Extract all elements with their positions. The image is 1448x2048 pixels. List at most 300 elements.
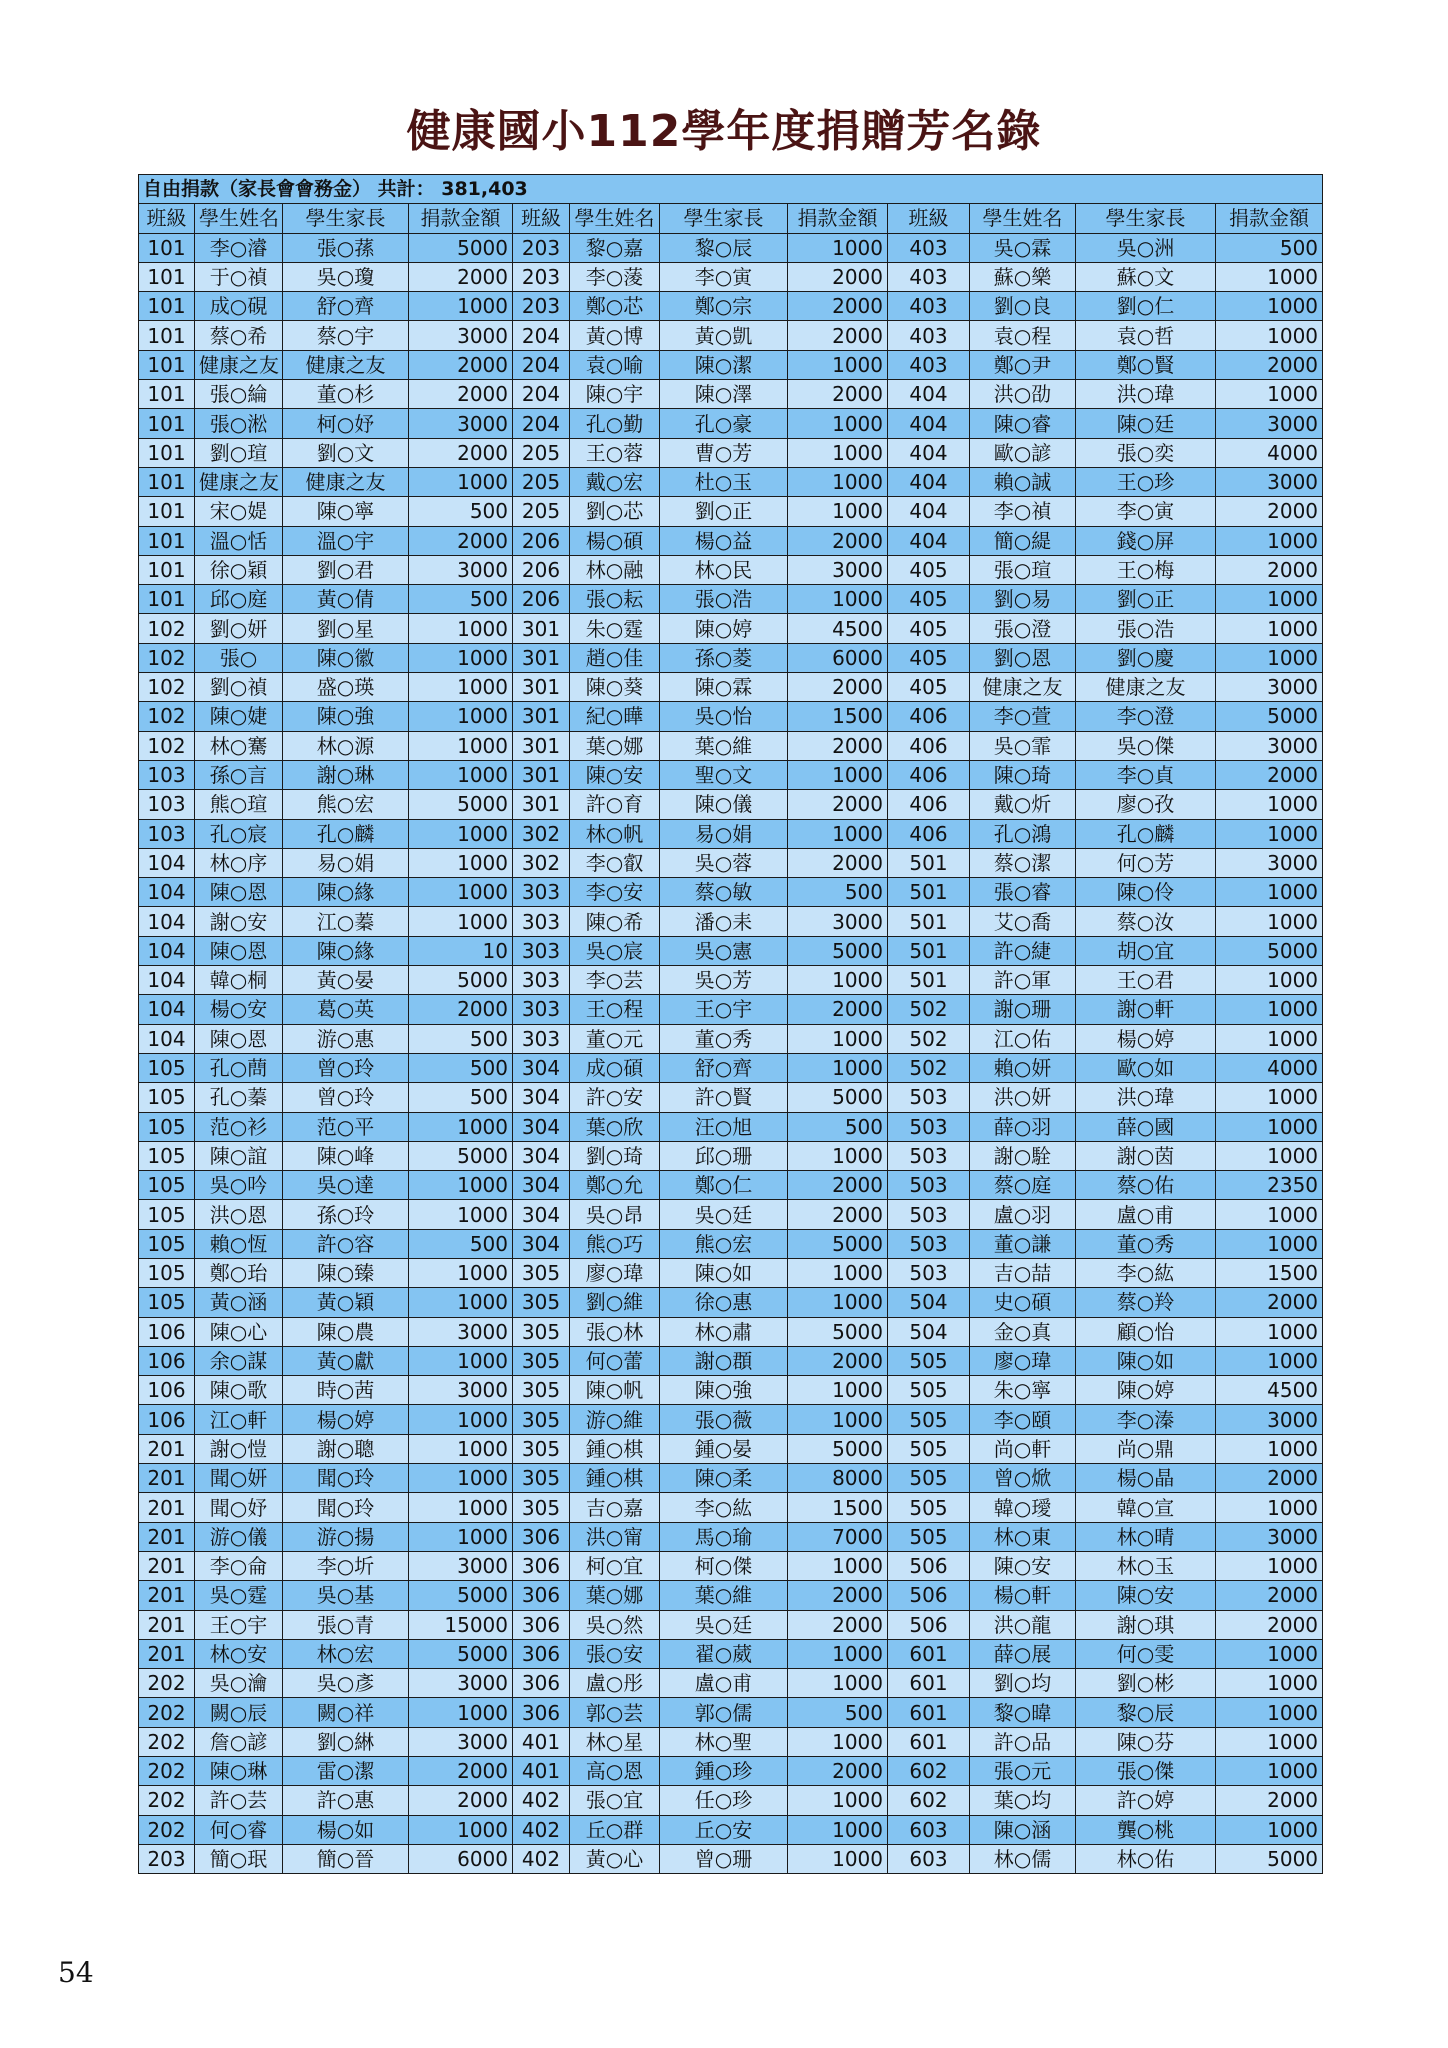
cell-student-name: 闕○辰 <box>195 1698 283 1727</box>
cell-parent-name: 林○源 <box>283 731 409 760</box>
cell-parent-name: 楊○婷 <box>1076 1024 1216 1053</box>
table-row <box>139 1844 1323 1873</box>
cell-parent-name: 張○青 <box>283 1610 409 1639</box>
cell-class: 306 <box>513 1698 570 1727</box>
cell-class: 101 <box>139 526 195 555</box>
cell-class: 103 <box>139 760 195 789</box>
cell-class: 101 <box>139 321 195 350</box>
cell-class: 406 <box>888 790 970 819</box>
cell-class: 304 <box>513 1200 570 1229</box>
cell-student-name: 徐○穎 <box>195 555 283 584</box>
table-row <box>139 1288 1323 1317</box>
cell-parent-name: 翟○葳 <box>660 1639 788 1668</box>
cell-amount: 3000 <box>1216 848 1323 877</box>
cell-parent-name: 許○惠 <box>283 1786 409 1815</box>
cell-class: 104 <box>139 936 195 965</box>
cell-student-name: 張○瑄 <box>970 555 1076 584</box>
cell-amount: 2000 <box>409 262 513 291</box>
cell-parent-name: 楊○益 <box>660 526 788 555</box>
cell-amount: 1000 <box>788 1053 888 1082</box>
table-row <box>139 1551 1323 1580</box>
cell-class: 402 <box>513 1844 570 1873</box>
cell-parent-name: 龔○桃 <box>1076 1815 1216 1844</box>
cell-student-name: 吉○嘉 <box>570 1493 660 1522</box>
column-header-amount: 捐款金額 <box>788 204 888 233</box>
cell-class: 405 <box>888 585 970 614</box>
cell-student-name: 王○宇 <box>195 1610 283 1639</box>
cell-student-name: 黃○心 <box>570 1844 660 1873</box>
cell-parent-name: 王○珍 <box>1076 467 1216 496</box>
cell-amount: 500 <box>409 585 513 614</box>
column-header-parent-name: 學生家長 <box>660 204 788 233</box>
cell-amount: 1000 <box>1216 1551 1323 1580</box>
table-row <box>139 995 1323 1024</box>
cell-parent-name: 陳○強 <box>660 1376 788 1405</box>
cell-parent-name: 闕○祥 <box>283 1698 409 1727</box>
cell-student-name: 劉○均 <box>970 1669 1076 1698</box>
cell-parent-name: 劉○仁 <box>1076 292 1216 321</box>
cell-parent-name: 雷○潔 <box>283 1757 409 1786</box>
cell-student-name: 柯○宜 <box>570 1551 660 1580</box>
cell-class: 406 <box>888 731 970 760</box>
cell-amount: 3000 <box>409 1317 513 1346</box>
cell-student-name: 陳○恩 <box>195 878 283 907</box>
cell-amount: 1000 <box>788 1376 888 1405</box>
cell-class: 501 <box>888 848 970 877</box>
cell-class: 301 <box>513 702 570 731</box>
table-row <box>139 380 1323 409</box>
cell-amount: 1000 <box>409 292 513 321</box>
cell-amount: 500 <box>409 1024 513 1053</box>
cell-student-name: 李○頤 <box>970 1405 1076 1434</box>
cell-class: 301 <box>513 760 570 789</box>
cell-amount: 5000 <box>788 1317 888 1346</box>
cell-amount: 2000 <box>788 262 888 291</box>
cell-amount: 1000 <box>409 1815 513 1844</box>
cell-class: 503 <box>888 1229 970 1258</box>
cell-amount: 4000 <box>1216 438 1323 467</box>
cell-class: 101 <box>139 233 195 262</box>
cell-amount: 4500 <box>788 614 888 643</box>
cell-amount: 2000 <box>1216 760 1323 789</box>
cell-student-name: 尚○軒 <box>970 1434 1076 1463</box>
cell-parent-name: 張○傑 <box>1076 1757 1216 1786</box>
cell-amount: 1000 <box>1216 1083 1323 1112</box>
cell-amount: 1000 <box>409 1258 513 1287</box>
cell-class: 203 <box>513 292 570 321</box>
cell-parent-name: 盛○瑛 <box>283 673 409 702</box>
cell-parent-name: 李○紘 <box>660 1493 788 1522</box>
cell-parent-name: 陳○寧 <box>283 497 409 526</box>
cell-amount: 2000 <box>409 380 513 409</box>
cell-parent-name: 熊○宏 <box>283 790 409 819</box>
cell-amount: 1000 <box>1216 262 1323 291</box>
cell-parent-name: 王○宇 <box>660 995 788 1024</box>
cell-parent-name: 袁○哲 <box>1076 321 1216 350</box>
cell-student-name: 余○謀 <box>195 1346 283 1375</box>
cell-parent-name: 孔○麟 <box>283 819 409 848</box>
column-header-student-name: 學生姓名 <box>970 204 1076 233</box>
cell-parent-name: 張○浩 <box>660 585 788 614</box>
cell-class: 102 <box>139 731 195 760</box>
cell-student-name: 吳○瀹 <box>195 1669 283 1698</box>
cell-class: 202 <box>139 1815 195 1844</box>
cell-amount: 2000 <box>788 1200 888 1229</box>
cell-class: 404 <box>888 526 970 555</box>
cell-parent-name: 易○娟 <box>283 848 409 877</box>
cell-amount: 1000 <box>788 1815 888 1844</box>
cell-student-name: 張○耘 <box>570 585 660 614</box>
cell-amount: 2000 <box>409 350 513 379</box>
cell-student-name: 蘇○樂 <box>970 262 1076 291</box>
cell-parent-name: 健康之友 <box>1076 673 1216 702</box>
table-row <box>139 614 1323 643</box>
cell-amount: 1000 <box>788 438 888 467</box>
cell-student-name: 聞○妍 <box>195 1464 283 1493</box>
cell-student-name: 袁○程 <box>970 321 1076 350</box>
cell-student-name: 李○叡 <box>570 848 660 877</box>
cell-amount: 1000 <box>788 966 888 995</box>
cell-amount: 5000 <box>409 1639 513 1668</box>
cell-amount: 2000 <box>1216 1464 1323 1493</box>
cell-class: 304 <box>513 1141 570 1170</box>
cell-parent-name: 董○秀 <box>1076 1229 1216 1258</box>
cell-parent-name: 謝○茵 <box>1076 1141 1216 1170</box>
cell-parent-name: 健康之友 <box>283 467 409 496</box>
cell-student-name: 葉○均 <box>970 1786 1076 1815</box>
cell-student-name: 孔○宸 <box>195 819 283 848</box>
table-row <box>139 819 1323 848</box>
cell-parent-name: 簡○晉 <box>283 1844 409 1873</box>
cell-parent-name: 杜○玉 <box>660 467 788 496</box>
cell-amount: 1000 <box>409 1493 513 1522</box>
cell-amount: 1000 <box>788 467 888 496</box>
cell-parent-name: 董○秀 <box>660 1024 788 1053</box>
cell-amount: 2000 <box>788 526 888 555</box>
cell-amount: 8000 <box>788 1464 888 1493</box>
cell-class: 303 <box>513 1024 570 1053</box>
cell-student-name: 黃○涵 <box>195 1288 283 1317</box>
cell-student-name: 薛○展 <box>970 1639 1076 1668</box>
cell-class: 502 <box>888 1024 970 1053</box>
cell-class: 105 <box>139 1083 195 1112</box>
cell-student-name: 朱○霆 <box>570 614 660 643</box>
cell-student-name: 劉○禎 <box>195 673 283 702</box>
cell-class: 206 <box>513 526 570 555</box>
cell-class: 104 <box>139 995 195 1024</box>
cell-parent-name: 林○玉 <box>1076 1551 1216 1580</box>
cell-student-name: 陳○心 <box>195 1317 283 1346</box>
table-row <box>139 1258 1323 1287</box>
cell-amount: 2000 <box>788 995 888 1024</box>
cell-class: 501 <box>888 966 970 995</box>
cell-amount: 2000 <box>788 731 888 760</box>
page-title: 健康國小112學年度捐贈芳名錄 <box>406 106 1042 157</box>
table-row <box>139 702 1323 731</box>
cell-class: 101 <box>139 467 195 496</box>
cell-class: 201 <box>139 1581 195 1610</box>
cell-parent-name: 陳○潔 <box>660 350 788 379</box>
cell-parent-name: 劉○文 <box>283 438 409 467</box>
cell-parent-name: 蔡○佑 <box>1076 1171 1216 1200</box>
cell-amount: 5000 <box>409 790 513 819</box>
cell-parent-name: 陳○婷 <box>660 614 788 643</box>
cell-amount: 2000 <box>409 995 513 1024</box>
cell-parent-name: 陳○霖 <box>660 673 788 702</box>
cell-amount: 500 <box>409 1053 513 1082</box>
cell-parent-name: 李○圻 <box>283 1551 409 1580</box>
cell-amount: 5000 <box>1216 702 1323 731</box>
cell-student-name: 張○淞 <box>195 409 283 438</box>
cell-parent-name: 范○平 <box>283 1112 409 1141</box>
cell-parent-name: 楊○婷 <box>283 1405 409 1434</box>
cell-student-name: 劉○良 <box>970 292 1076 321</box>
cell-class: 305 <box>513 1288 570 1317</box>
cell-class: 405 <box>888 555 970 584</box>
cell-class: 305 <box>513 1405 570 1434</box>
cell-amount: 5000 <box>788 1434 888 1463</box>
cell-student-name: 鄭○芯 <box>570 292 660 321</box>
cell-parent-name: 鍾○珍 <box>660 1757 788 1786</box>
cell-amount: 3000 <box>409 1551 513 1580</box>
cell-parent-name: 吳○蓉 <box>660 848 788 877</box>
cell-student-name: 李○萱 <box>970 702 1076 731</box>
cell-student-name: 江○軒 <box>195 1405 283 1434</box>
cell-student-name: 何○蕾 <box>570 1346 660 1375</box>
cell-parent-name: 聞○玲 <box>283 1493 409 1522</box>
cell-amount: 1000 <box>1216 819 1323 848</box>
cell-class: 203 <box>139 1844 195 1873</box>
cell-class: 101 <box>139 262 195 291</box>
cell-student-name: 許○軍 <box>970 966 1076 995</box>
cell-parent-name: 黎○辰 <box>1076 1698 1216 1727</box>
cell-class: 501 <box>888 936 970 965</box>
cell-student-name: 游○儀 <box>195 1522 283 1551</box>
cell-amount: 1000 <box>1216 1434 1323 1463</box>
cell-class: 101 <box>139 409 195 438</box>
cell-student-name: 詹○諺 <box>195 1727 283 1756</box>
column-header-class: 班級 <box>513 204 570 233</box>
cell-amount: 3000 <box>409 1727 513 1756</box>
cell-student-name: 劉○芯 <box>570 497 660 526</box>
cell-class: 402 <box>513 1815 570 1844</box>
cell-class: 101 <box>139 438 195 467</box>
page-number: 54 <box>58 1956 94 1989</box>
cell-class: 104 <box>139 907 195 936</box>
cell-parent-name: 吳○瓊 <box>283 262 409 291</box>
cell-amount: 5000 <box>788 1229 888 1258</box>
cell-parent-name: 柯○傑 <box>660 1551 788 1580</box>
cell-parent-name: 陳○廷 <box>1076 409 1216 438</box>
cell-class: 602 <box>888 1757 970 1786</box>
column-header-amount: 捐款金額 <box>409 204 513 233</box>
cell-student-name: 宋○媞 <box>195 497 283 526</box>
cell-student-name: 蔡○潔 <box>970 848 1076 877</box>
cell-amount: 1000 <box>409 1434 513 1463</box>
cell-class: 405 <box>888 673 970 702</box>
table-row <box>139 409 1323 438</box>
cell-parent-name: 李○寅 <box>1076 497 1216 526</box>
cell-parent-name: 黃○獻 <box>283 1346 409 1375</box>
cell-parent-name: 許○賢 <box>660 1083 788 1112</box>
cell-amount: 1000 <box>788 1141 888 1170</box>
cell-class: 102 <box>139 614 195 643</box>
cell-class: 404 <box>888 409 970 438</box>
cell-student-name: 金○真 <box>970 1317 1076 1346</box>
table-row <box>139 1083 1323 1112</box>
cell-class: 405 <box>888 643 970 672</box>
cell-amount: 3000 <box>409 409 513 438</box>
cell-class: 201 <box>139 1464 195 1493</box>
cell-amount: 7000 <box>788 1522 888 1551</box>
cell-amount: 2000 <box>409 1757 513 1786</box>
column-header-parent-name: 學生家長 <box>283 204 409 233</box>
table-row <box>139 760 1323 789</box>
table-row <box>139 1493 1323 1522</box>
cell-parent-name: 洪○瑋 <box>1076 380 1216 409</box>
cell-student-name: 趙○佳 <box>570 643 660 672</box>
cell-class: 106 <box>139 1317 195 1346</box>
cell-parent-name: 蔡○宇 <box>283 321 409 350</box>
cell-student-name: 陳○恩 <box>195 1024 283 1053</box>
cell-student-name: 熊○巧 <box>570 1229 660 1258</box>
cell-amount: 1000 <box>409 1346 513 1375</box>
cell-amount: 1000 <box>409 673 513 702</box>
cell-parent-name: 柯○妤 <box>283 409 409 438</box>
cell-class: 601 <box>888 1669 970 1698</box>
cell-student-name: 蔡○庭 <box>970 1171 1076 1200</box>
cell-parent-name: 林○宏 <box>283 1639 409 1668</box>
cell-class: 503 <box>888 1171 970 1200</box>
table-row <box>139 1581 1323 1610</box>
cell-student-name: 陳○葵 <box>570 673 660 702</box>
cell-amount: 2000 <box>788 1346 888 1375</box>
cell-class: 204 <box>513 409 570 438</box>
cell-student-name: 洪○妍 <box>970 1083 1076 1112</box>
cell-class: 105 <box>139 1112 195 1141</box>
cell-class: 206 <box>513 555 570 584</box>
cell-parent-name: 吳○傑 <box>1076 731 1216 760</box>
cell-parent-name: 盧○甫 <box>1076 1200 1216 1229</box>
cell-class: 306 <box>513 1551 570 1580</box>
cell-class: 305 <box>513 1376 570 1405</box>
cell-student-name: 許○品 <box>970 1727 1076 1756</box>
cell-amount: 2000 <box>788 1581 888 1610</box>
cell-amount: 1000 <box>1216 643 1323 672</box>
cell-class: 104 <box>139 966 195 995</box>
cell-amount: 500 <box>409 1083 513 1112</box>
cell-student-name: 孔○鴻 <box>970 819 1076 848</box>
cell-parent-name: 黃○晏 <box>283 966 409 995</box>
cell-parent-name: 孔○豪 <box>660 409 788 438</box>
cell-parent-name: 吳○憲 <box>660 936 788 965</box>
cell-student-name: 李○禎 <box>970 497 1076 526</box>
cell-student-name: 戴○炘 <box>970 790 1076 819</box>
cell-class: 201 <box>139 1493 195 1522</box>
cell-parent-name: 李○紘 <box>1076 1258 1216 1287</box>
cell-student-name: 健康之友 <box>970 673 1076 702</box>
cell-student-name: 王○蓉 <box>570 438 660 467</box>
cell-class: 204 <box>513 321 570 350</box>
cell-amount: 1000 <box>1216 1141 1323 1170</box>
cell-class: 104 <box>139 878 195 907</box>
cell-amount: 2000 <box>409 438 513 467</box>
cell-student-name: 孔○蔄 <box>195 1053 283 1082</box>
cell-parent-name: 劉○綝 <box>283 1727 409 1756</box>
cell-class: 306 <box>513 1639 570 1668</box>
cell-class: 603 <box>888 1844 970 1873</box>
table-row <box>139 1229 1323 1258</box>
cell-amount: 500 <box>788 1698 888 1727</box>
cell-parent-name: 楊○如 <box>283 1815 409 1844</box>
cell-parent-name: 游○惠 <box>283 1024 409 1053</box>
cell-student-name: 廖○瑋 <box>970 1346 1076 1375</box>
cell-parent-name: 聞○玲 <box>283 1464 409 1493</box>
cell-class: 503 <box>888 1200 970 1229</box>
cell-class: 106 <box>139 1376 195 1405</box>
cell-class: 101 <box>139 380 195 409</box>
cell-parent-name: 陳○緣 <box>283 936 409 965</box>
cell-parent-name: 蘇○文 <box>1076 262 1216 291</box>
cell-amount: 1000 <box>409 1698 513 1727</box>
cell-amount: 1000 <box>1216 1727 1323 1756</box>
cell-class: 102 <box>139 643 195 672</box>
cell-parent-name: 薛○國 <box>1076 1112 1216 1141</box>
cell-student-name: 陳○安 <box>970 1551 1076 1580</box>
cell-parent-name: 許○婷 <box>1076 1786 1216 1815</box>
cell-parent-name: 健康之友 <box>283 350 409 379</box>
table-row <box>139 497 1323 526</box>
cell-amount: 5000 <box>1216 1844 1323 1873</box>
cell-student-name: 劉○恩 <box>970 643 1076 672</box>
table-row <box>139 1610 1323 1639</box>
cell-class: 401 <box>513 1757 570 1786</box>
cell-student-name: 李○芸 <box>570 966 660 995</box>
cell-student-name: 鄭○珆 <box>195 1258 283 1287</box>
cell-amount: 2000 <box>1216 555 1323 584</box>
cell-student-name: 歐○諺 <box>970 438 1076 467</box>
cell-class: 406 <box>888 702 970 731</box>
cell-parent-name: 陳○伶 <box>1076 878 1216 907</box>
cell-class: 205 <box>513 497 570 526</box>
cell-student-name: 賴○恆 <box>195 1229 283 1258</box>
cell-student-name: 吳○昂 <box>570 1200 660 1229</box>
cell-amount: 1000 <box>788 1288 888 1317</box>
cell-student-name: 廖○瑋 <box>570 1258 660 1287</box>
cell-parent-name: 葉○維 <box>660 731 788 760</box>
cell-student-name: 楊○軒 <box>970 1581 1076 1610</box>
cell-student-name: 聞○妤 <box>195 1493 283 1522</box>
cell-amount: 1000 <box>409 848 513 877</box>
cell-parent-name: 鄭○仁 <box>660 1171 788 1200</box>
cell-class: 406 <box>888 760 970 789</box>
cell-amount: 2000 <box>788 292 888 321</box>
cell-amount: 500 <box>409 497 513 526</box>
table-row <box>139 467 1323 496</box>
cell-student-name: 林○騫 <box>195 731 283 760</box>
cell-amount: 5000 <box>409 966 513 995</box>
cell-student-name: 林○星 <box>570 1727 660 1756</box>
cell-class: 105 <box>139 1229 195 1258</box>
cell-amount: 10 <box>409 936 513 965</box>
cell-class: 203 <box>513 262 570 291</box>
cell-amount: 4500 <box>1216 1376 1323 1405</box>
cell-student-name: 林○序 <box>195 848 283 877</box>
cell-student-name: 劉○瑄 <box>195 438 283 467</box>
cell-amount: 1000 <box>788 1786 888 1815</box>
cell-amount: 1000 <box>1216 1200 1323 1229</box>
cell-student-name: 謝○駩 <box>970 1141 1076 1170</box>
